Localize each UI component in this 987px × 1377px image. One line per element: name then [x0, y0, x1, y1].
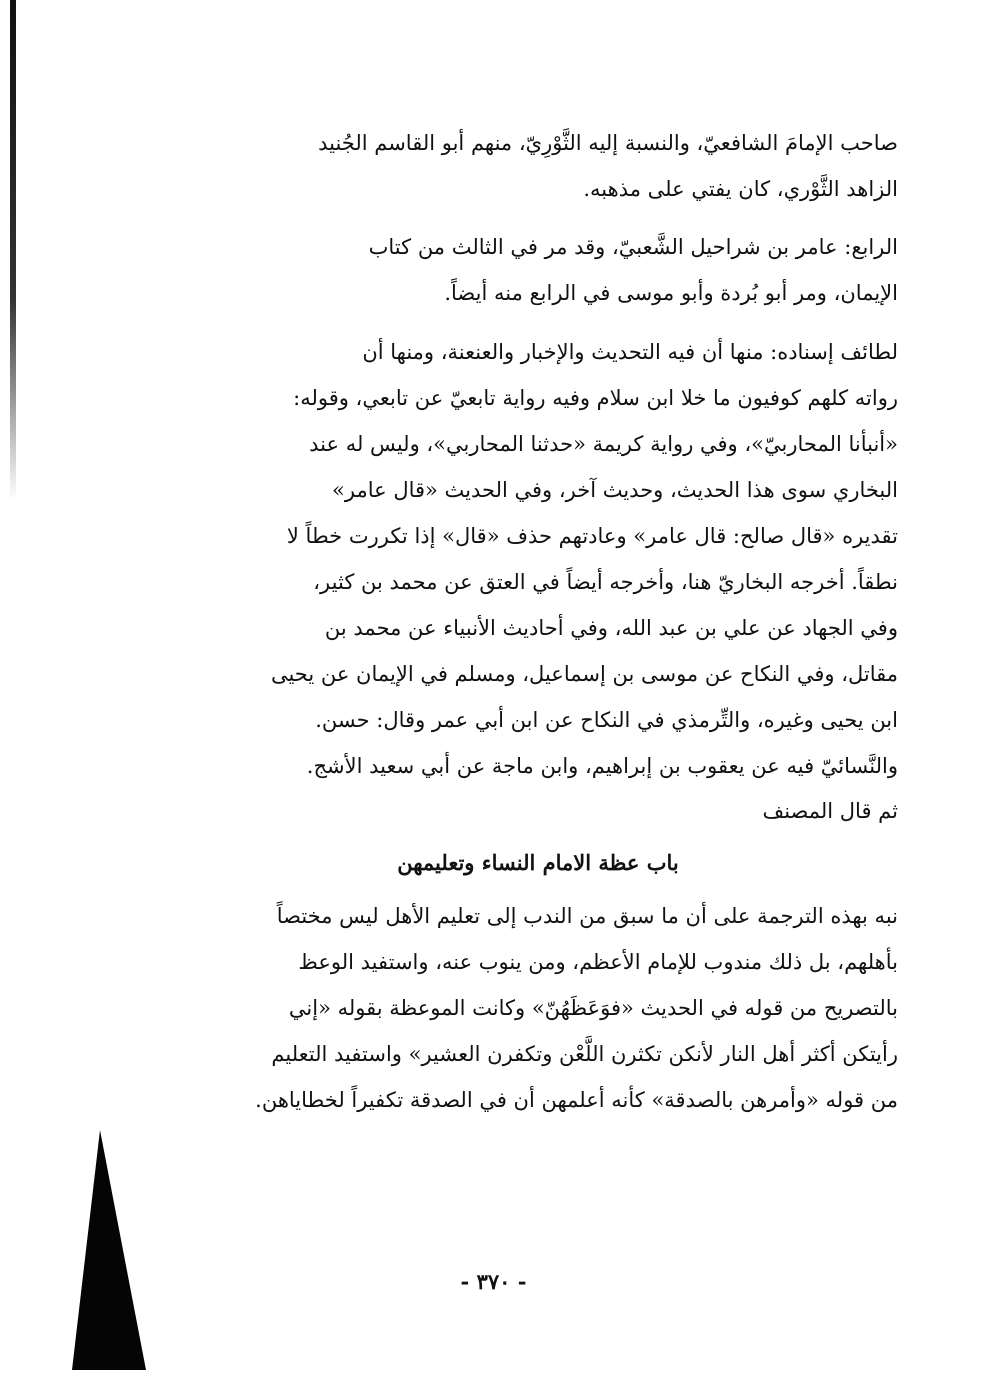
text-line: بالتصريح من قوله في الحديث «فوَعَظَهُنّ» وكانت الموعظة بقوله «إني	[288, 996, 898, 1020]
scan-shadow-bottom	[72, 1130, 146, 1370]
text-line: والنَّسائيّ فيه عن يعقوب بن إبراهيم، وابن ماجة عن أبي سعيد الأشج.	[306, 754, 898, 778]
text-line: نبه بهذه الترجمة على أن ما سبق من الندب إلى تعليم الأهل ليس مختصاً	[276, 904, 898, 928]
chapter-heading: باب عظة الامام النساء وتعليمهن	[397, 850, 679, 875]
paragraph-5	[178, 893, 898, 1123]
paragraph-4	[178, 788, 898, 834]
text-line: رأيتكن أكثر أهل النار لأنكن تكثرن اللَّعْن وتكفرن العشير» واستفيد التعليم	[271, 1042, 898, 1066]
text-line: ابن يحيى وغيره، والتِّرمذي في النكاح عن ابن أبي عمر وقال: حسن.	[315, 708, 898, 732]
text-line: مقاتل، وفي النكاح عن موسى بن إسماعيل، ومسلم في الإيمان عن يحيى	[270, 662, 898, 686]
text-line: الرابع: عامر بن شراحيل الشَّعبيّ، وقد مر في الثالث من كتاب	[368, 235, 898, 259]
text-line: تقديره «قال صالح: قال عامر» وعادتهم حذف «قال» إذا تكررت خطاً لا	[286, 524, 898, 548]
text-line: الزاهد الثَّوْري، كان يفتي على مذهبه.	[583, 177, 898, 201]
paragraph-1	[178, 120, 898, 212]
scan-shadow-top	[10, 0, 16, 500]
text-line: البخاري سوى هذا الحديث، وحديث آخر، وفي الحديث «قال عامر»	[332, 478, 898, 502]
text-line: بأهلهم، بل ذلك مندوب للإمام الأعظم، ومن ينوب عنه، واستفيد الوعظ	[298, 950, 898, 974]
text-line: من قوله «وأمرهن بالصدقة» كأنه أعلمهن أن في الصدقة تكفيراً لخطاياهن.	[255, 1088, 898, 1112]
text-line: صاحب الإمامَ الشافعيّ، والنسبة إليه الثَّوْرِيّ، منهم أبو القاسم الجُنيد	[318, 131, 898, 155]
text-line: وفي الجهاد عن علي بن عبد الله، وفي أحاديث الأنبياء عن محمد بن	[324, 616, 898, 640]
text-line: ثم قال المصنف	[762, 799, 898, 823]
text-line: لطائف إسناده: منها أن فيه التحديث والإخبار والعنعنة، ومنها أن	[362, 340, 898, 364]
text-line: «أنبأنا المحاربيّ»، وفي رواية كريمة «حدثنا المحاربي»، وليس له عند	[309, 432, 898, 456]
text-line: رواته كلهم كوفيون ما خلا ابن سلام وفيه رواية تابعيّ عن تابعي، وقوله:	[293, 386, 898, 410]
page-number: - ٣٧٠ -	[460, 1269, 527, 1294]
paragraph-3	[178, 329, 898, 789]
text-line: الإيمان، ومر أبو بُردة وأبو موسى في الرابع منه أيضاً.	[444, 281, 898, 305]
text-line: نطقاً. أخرجه البخاريّ هنا، وأخرجه أيضاً في العتق عن محمد بن كثير،	[313, 570, 898, 594]
paragraph-2	[178, 224, 898, 316]
